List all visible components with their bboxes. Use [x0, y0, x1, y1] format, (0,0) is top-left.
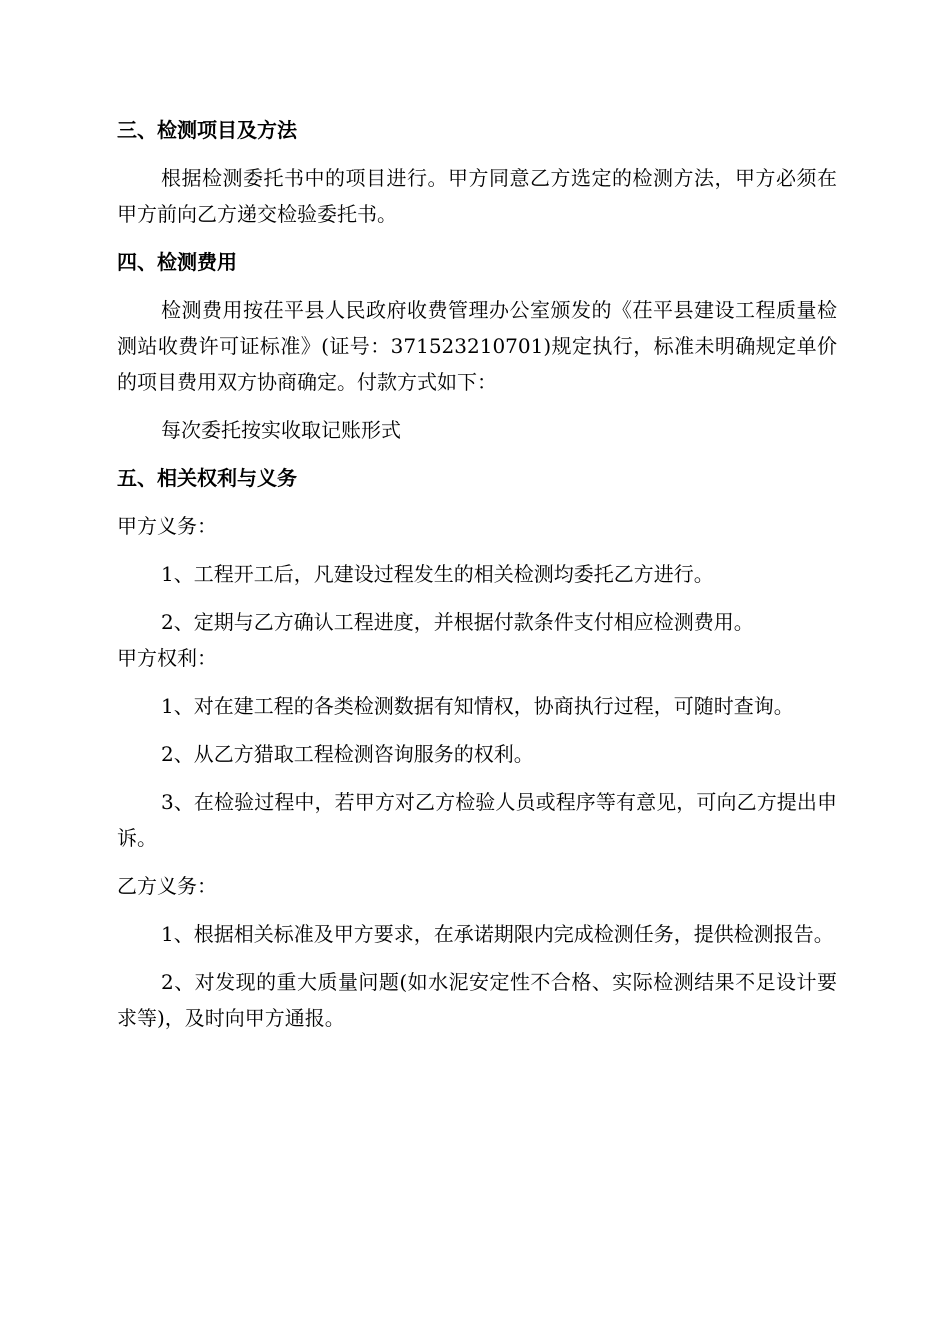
section-3-paragraph: 根据检测委托书中的项目进行。甲方同意乙方选定的检测方法，甲方必须在甲方前向乙方递交检验委托书。 [117, 166, 837, 226]
document-page [117, 112, 837, 1048]
section-4-heading: 四、检测费用 [117, 250, 237, 274]
section-4-payment-paragraph: 每次委托按实收取记账形式 [161, 418, 401, 442]
party-a-duty-2: 2、定期与乙方确认工程进度，并根据付款条件支付相应检测费用。 [161, 610, 754, 634]
party-a-right-2: 2、从乙方猎取工程检测咨询服务的权利。 [161, 742, 534, 766]
party-a-right-1: 1、对在建工程的各类检测数据有知情权，协商执行过程，可随时查询。 [161, 694, 794, 718]
party-b-duties-label: 乙方义务： [117, 874, 217, 898]
party-b-duty-1: 1、根据相关标准及甲方要求，在承诺期限内完成检测任务，提供检测报告。 [161, 922, 834, 946]
party-a-duties-label: 甲方义务： [117, 514, 217, 538]
section-3-heading: 三、检测项目及方法 [117, 118, 297, 142]
party-a-duty-1: 1、工程开工后，凡建设过程发生的相关检测均委托乙方进行。 [161, 562, 714, 586]
section-4-fee-paragraph: 检测费用按茌平县人民政府收费管理办公室颁发的《茌平县建设工程质量检测站收费许可证标准》(证号：371523210701)规定执行，标准未明确规定单价的项目费用双方协商确定。付款方式如下： [117, 298, 837, 394]
party-b-duty-2: 2、对发现的重大质量问题(如水泥安定性不合格、实际检测结果不足设计要求等)，及时向甲方通报。 [117, 970, 837, 1030]
party-a-right-3: 3、在检验过程中，若甲方对乙方检验人员或程序等有意见，可向乙方提出申诉。 [117, 790, 837, 850]
section-5-heading: 五、相关权利与义务 [117, 466, 297, 490]
party-a-rights-label: 甲方权利： [117, 646, 217, 670]
